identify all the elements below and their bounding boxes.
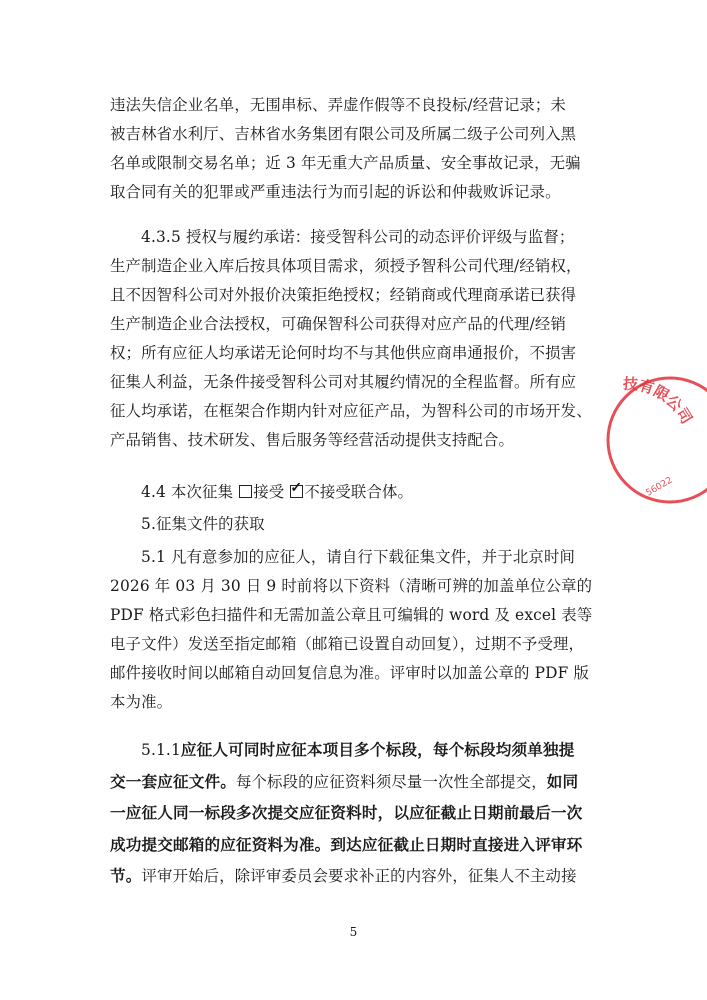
bold-text: 交一套应征文件。 bbox=[110, 772, 236, 791]
page-number: 5 bbox=[349, 925, 358, 939]
text-line: 生产制造企业入库后按具体项目需求，须授予智科公司代理/经销权， bbox=[110, 257, 582, 275]
text-line: 征集人利益，无条件接受智科公司对其履约情况的全程监督。所有应 bbox=[110, 373, 577, 391]
text-line: PDF 格式彩色扫描件和无需加盖公章且可编辑的 word 及 excel 表等 bbox=[110, 606, 593, 624]
seal-text bbox=[622, 375, 696, 427]
text-line: 名单或限制交易名单；近 3 年无重大产品质量、安全事故记录，无骗 bbox=[110, 154, 581, 172]
clause-number: 5.1.1 bbox=[141, 741, 181, 759]
seal-ring bbox=[608, 378, 707, 502]
text-line: 成功提交邮箱的应征资料为准。到达应征截止日期时直接进入评审环 bbox=[110, 835, 583, 854]
text-line bbox=[110, 767, 602, 799]
text-line: 邮件接收时间以邮箱自动回复信息为准。评审时以加盖公章的 PDF 版 bbox=[110, 664, 590, 682]
text-line: 权；所有应征人均承诺无论何时均不与其他供应商串通报价，不损害 bbox=[110, 344, 577, 362]
bold-text: 节。 bbox=[110, 867, 142, 885]
text-line: 征人均承诺，在框架合作期内针对应征产品，为智科公司的市场开发、 bbox=[110, 402, 592, 420]
text-line: 被吉林省水利厅、吉林省水务集团有限公司及所属二级子公司列入黑 bbox=[110, 125, 577, 143]
plain-text: 评审开始后，除评审委员会要求补正的内容外，征集人不主动接 bbox=[141, 867, 577, 885]
bold-text: 应征人可同时应征本项目多个标段，每个标段均须单独提 bbox=[180, 741, 575, 759]
text-line: 产品销售、技术研发、售后服务等经营活动提供支持配合。 bbox=[110, 431, 515, 449]
paragraph-5-1 bbox=[110, 543, 602, 717]
text-line: 生产制造企业合法授权，可确保智科公司获得对应产品的代理/经销 bbox=[110, 315, 567, 333]
text-line: 2026 年 03 月 30 日 9 时前将以下资料（清晰可辨的加盖单位公章的 bbox=[110, 577, 593, 595]
text-line: 本为准。 bbox=[110, 693, 173, 711]
label-4-4: 4.4 本次征集 bbox=[141, 483, 239, 501]
text-line: 取合同有关的犯罪或严重违法行为而引起的诉讼和仲裁败诉记录。 bbox=[110, 183, 561, 201]
text-line: 4.3.5 授权与履约承诺：接受智科公司的动态评价评级与监督； bbox=[141, 228, 575, 246]
accept-label: 接受 bbox=[253, 483, 290, 501]
paragraph-1 bbox=[110, 91, 602, 207]
paragraph-5-1-1 bbox=[110, 735, 602, 893]
seal-code: 56022 bbox=[644, 475, 675, 499]
section-heading-5 bbox=[110, 510, 602, 539]
text-line: 5.1 凡有意参加的应征人，请自行下载征集文件，并于北京时间 bbox=[141, 548, 576, 566]
text-line: 电子文件）发送至指定邮箱（邮箱已设置自动回复），过期不予受理， bbox=[110, 635, 585, 653]
plain-text: 每个标段的应征资料须尽量一次性全部提交， bbox=[235, 772, 547, 791]
text-line: 违法失信企业名单，无围串标、弄虚作假等不良投标/经营记录；未 bbox=[110, 96, 567, 114]
text-line: 一应征人同一标段多次提交应征资料时，以应征截止日期前最后一次 bbox=[110, 804, 583, 822]
text-line bbox=[110, 861, 602, 893]
text-line: 且不因智科公司对外报价决策拒绝授权；经销商或代理商承诺已获得 bbox=[110, 286, 577, 304]
paragraph-4-4 bbox=[110, 478, 602, 507]
paragraph-4-3-5 bbox=[110, 223, 602, 455]
text-line bbox=[110, 478, 602, 507]
text-line: 5.征集文件的获取 bbox=[141, 515, 265, 533]
reject-consortium-checkbox[interactable] bbox=[290, 480, 303, 498]
seal-text-path: 技有限公司 bbox=[622, 374, 696, 428]
text-line bbox=[110, 735, 602, 767]
accept-checkbox[interactable] bbox=[239, 485, 252, 498]
bold-text: 如同 bbox=[546, 772, 579, 791]
check-mark-icon: ✓ bbox=[290, 480, 303, 496]
reject-consortium-label: 不接受联合体。 bbox=[304, 483, 414, 501]
